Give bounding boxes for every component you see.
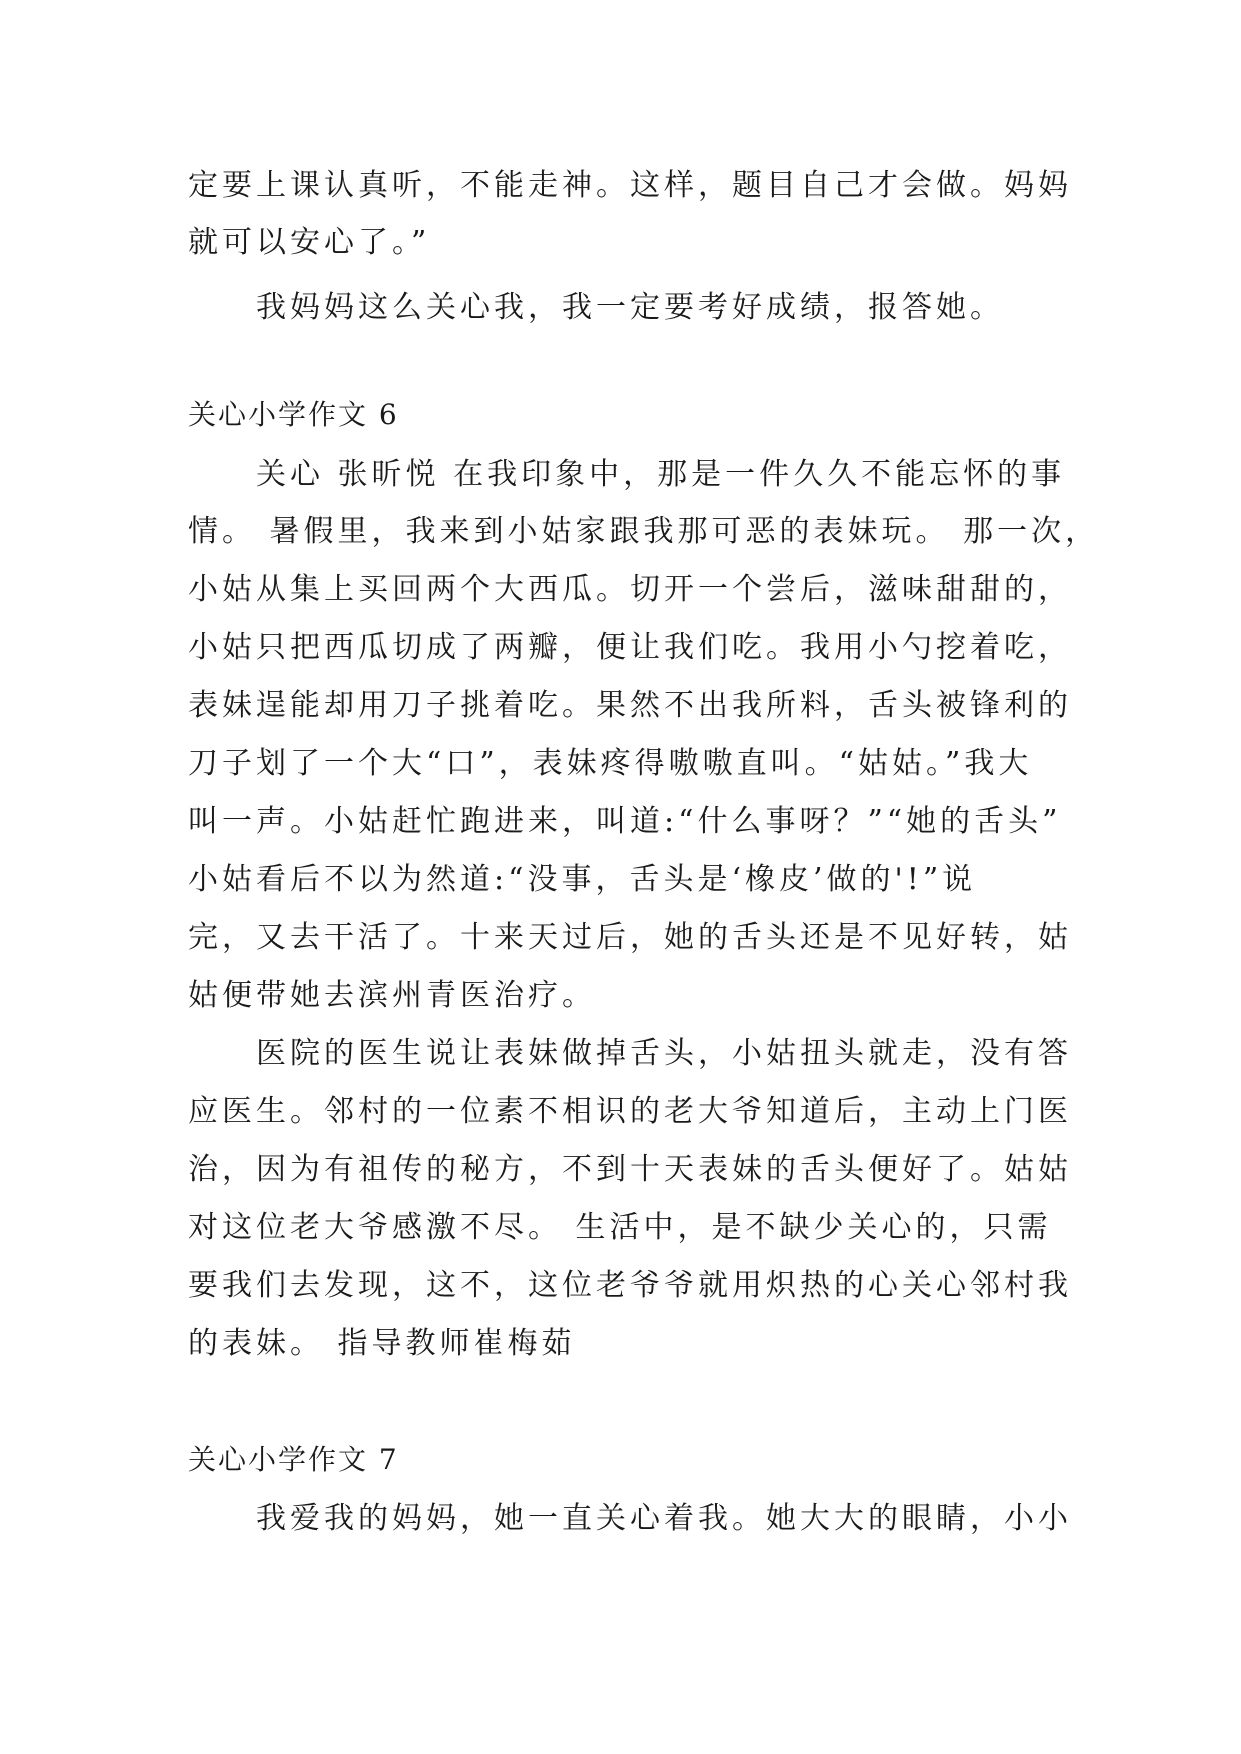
text-line: 姑便带她去滨州青医治疗。 <box>188 978 596 1013</box>
text-line: 叫一声。小姑赶忙跑进来，叫道:“什么事呀？”“她的舌头” <box>188 804 1062 839</box>
section-heading: 关心小学作文 6 <box>188 398 399 431</box>
text-line: 刀子划了一个大“口”，表妹疼得嗷嗷直叫。“姑姑。”我大 <box>188 746 1033 781</box>
text-line: 小姑只把西瓜切成了两瓣，便让我们吃。我用小勺挖着吃， <box>188 630 1072 665</box>
text-line: 应医生。邻村的一位素不相识的老大爷知道后，主动上门医 <box>188 1094 1072 1129</box>
text-line: 定要上课认真听，不能走神。这样，题目自己才会做。妈妈 <box>188 168 1072 203</box>
paragraph-start: 关心 张昕悦 在我印象中，那是一件久久不能忘怀的事 <box>256 457 1066 492</box>
text-line: 完，又去干活了。十来天过后，她的舌头还是不见好转，姑 <box>188 920 1072 955</box>
paragraph-start: 医院的医生说让表妹做掉舌头，小姑扭头就走，没有答 <box>256 1036 1072 1071</box>
text-line: 小姑从集上买回两个大西瓜。切开一个尝后，滋味甜甜的， <box>188 572 1072 607</box>
text-line: 小姑看后不以为然道:“没事，舌头是‘橡皮’做的'!”说 <box>188 862 977 897</box>
text-line: 情。 暑假里，我来到小姑家跟我那可恶的表妹玩。 那一次， <box>188 514 1100 549</box>
text-line: 就可以安心了。” <box>188 225 431 260</box>
section-heading: 关心小学作文 7 <box>188 1443 399 1476</box>
paragraph-start: 我妈妈这么关心我，我一定要考好成绩，报答她。 <box>256 290 1004 325</box>
text-line: 的表妹。 指导教师崔梅茹 <box>188 1326 576 1361</box>
paragraph-start: 我爱我的妈妈，她一直关心着我。她大大的眼睛，小小 <box>256 1501 1072 1536</box>
text-line: 治，因为有祖传的秘方，不到十天表妹的舌头便好了。姑姑 <box>188 1152 1072 1187</box>
text-line: 要我们去发现，这不，这位老爷爷就用炽热的心关心邻村我 <box>188 1268 1072 1303</box>
text-line: 对这位老大爷感激不尽。 生活中，是不缺少关心的，只需 <box>188 1210 1052 1245</box>
text-line: 表妹逞能却用刀子挑着吃。果然不出我所料，舌头被锋利的 <box>188 688 1072 723</box>
